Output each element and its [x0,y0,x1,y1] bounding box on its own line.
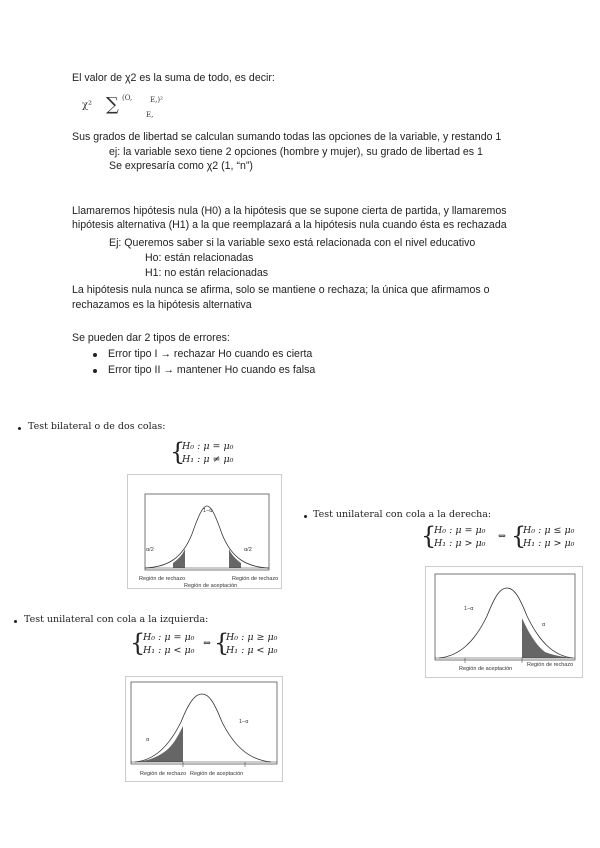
right-reject-label: Región de rechazo [527,662,574,668]
left-test-title: Test unilateral con cola a la izquierda: [24,614,209,625]
bilateral-h0: H₀ : μ = μ₀ [182,441,234,452]
brace-icon: { [170,438,186,466]
bilateral-chart [127,474,282,589]
bullet-icon [93,369,97,373]
formula-denominator: E, [146,111,154,119]
df-line: Sus grados de libertad se calculan sumando todas las opciones de la variable, y restando 1 [72,131,502,143]
error-type-2: Error tipo II → mantener Ho cuando es falsa [108,364,316,376]
null-line2: rechazamos es la hipótesis alternativa [72,299,252,311]
right-h1-a: H₁ : μ > μ₀ [434,538,486,549]
left-h1-a: H₁ : μ < μ₀ [143,645,195,656]
bilateral-accept-label: Región de aceptación [184,583,238,589]
bilateral-h1: H₁ : μ ≠ μ₀ [182,454,234,465]
right-alpha-label: α [542,622,546,628]
formula-chi: χ² [82,100,93,111]
bullet-icon [93,353,97,357]
left-center-label: 1−α [239,719,249,725]
null-line1: La hipótesis nula nunca se afirma, solo se mantiene o rechaza; la única que afirmamos o [72,284,490,296]
errors-intro: Se pueden dar 2 tipos de errores: [72,332,230,344]
left-alpha-label: α [146,737,150,743]
left-accept-label: Región de aceptación [190,771,244,777]
right-h0-a: H₀ : μ = μ₀ [434,525,486,536]
left-h1-b: H₁ : μ < μ₀ [226,645,278,656]
right-test-title: Test unilateral con cola a la derecha: [313,509,492,520]
example-ho: Ho: están relacionadas [145,252,254,264]
right-center-label: 1−α [464,606,474,612]
right-h1-b: H₁ : μ > μ₀ [523,538,575,549]
bilateral-title: Test bilateral o de dos colas: [28,421,166,432]
bilateral-center-label: 1−α [203,508,213,514]
chi-intro: El valor de χ2 es la suma de todo, es decir: [72,72,275,84]
example-intro: Ej: Queremos saber si la variable sexo está relacionada con el nivel educativo [109,237,476,249]
bilateral-right-alpha: α/2 [244,547,252,553]
bilateral-reject-label: Región de rechazo [139,576,186,582]
right-accept-label: Región de aceptación [459,666,513,672]
right-h0-b: H₀ : μ ≤ μ₀ [523,525,575,536]
brace-icon: { [511,522,527,550]
df-example: ej: la variable sexo tiene 2 opciones (hombre y mujer), su grado de libertad es 1 [109,146,483,158]
bullet-icon [14,620,17,623]
left-tail-chart [125,676,283,782]
formula-numerator: (O, [122,94,133,102]
bullet-icon [18,427,21,430]
brace-icon: { [130,629,146,657]
left-equiv: ⇔ [203,638,211,649]
error-type-1: Error tipo I → rechazar Ho cuando es cierta [108,348,313,360]
h0-definition-line1: Llamaremos hipótesis nula (H0) a la hipótesis que se supone cierta de partida, y llamaremos [72,205,507,217]
h0-definition-line2: hipótesis alternativa (H1) a la que reemplazará a la hipótesis nula cuando ésta es rechazada [72,219,507,231]
left-h0-a: H₀ : μ = μ₀ [143,632,195,643]
brace-icon: { [421,522,437,550]
bullet-icon [304,515,307,518]
left-h0-b: H₀ : μ ≥ μ₀ [226,632,278,643]
formula-sigma: ∑ [106,94,119,115]
right-equiv: ⇔ [498,531,506,542]
bilateral-reject-right-label: Región de rechazo [232,576,279,582]
bilateral-left-alpha: α/2 [146,547,154,553]
df-expression: Se expresaría como χ2 (1, “n”) [109,160,253,172]
left-reject-label: Región de rechazo [140,771,187,777]
example-h1: H1: no están relacionadas [145,267,269,279]
formula-superscript: E,)² [150,96,163,104]
brace-icon: { [214,629,230,657]
